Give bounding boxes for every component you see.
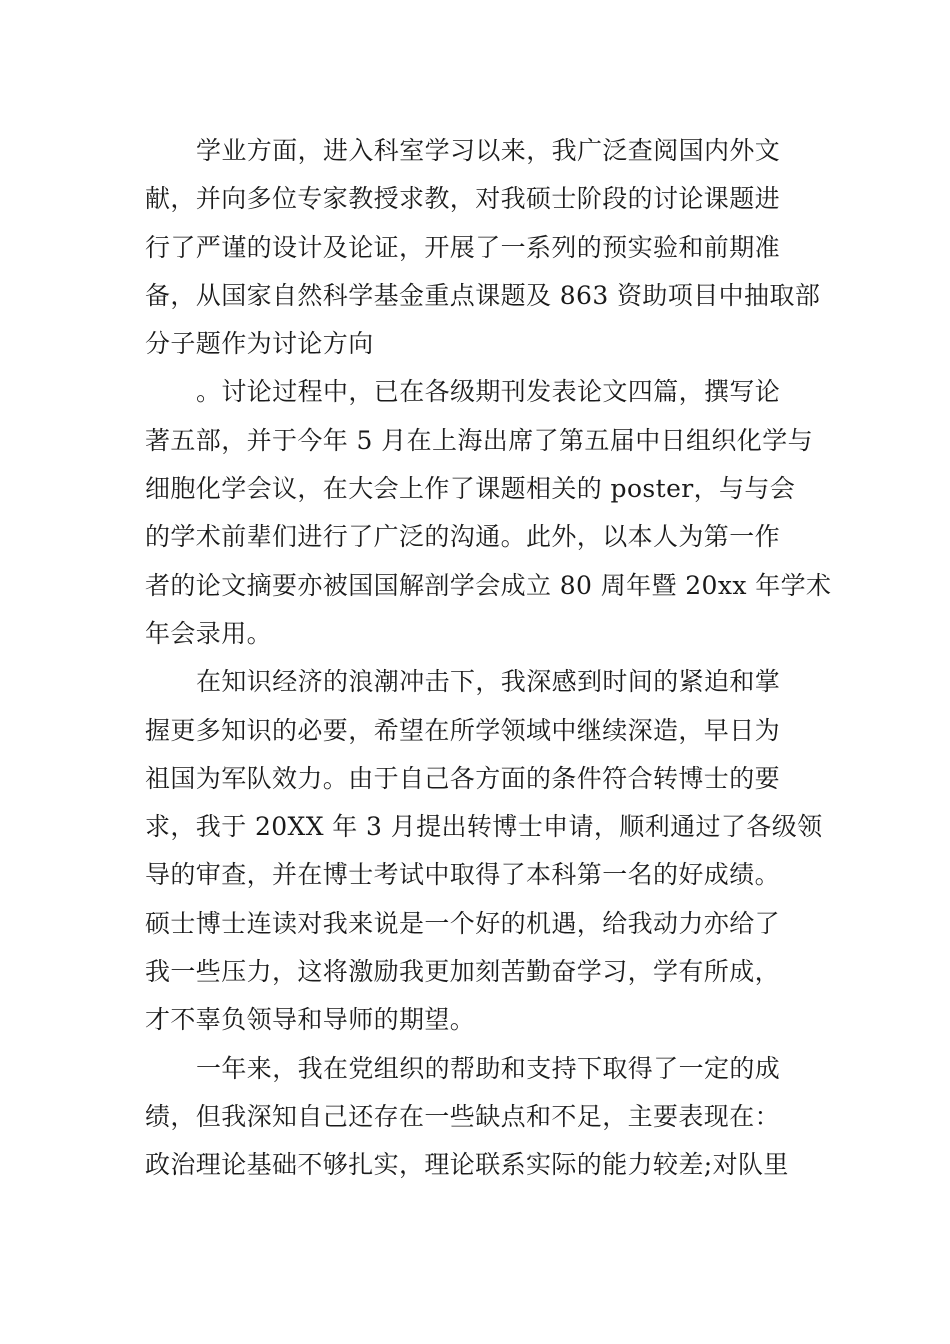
text-line: 献，并向多位专家教授求教，对我硕士阶段的讨论课题进 [145, 184, 781, 214]
paragraph-doctoral-transfer [145, 658, 823, 1044]
text-line: 在知识经济的浪潮冲击下，我深感到时间的紧迫和掌 [196, 667, 781, 697]
text-line: 者的论文摘要亦被国国解剖学会成立 80 周年暨 20xx 年学术 [145, 570, 832, 600]
text-line: 握更多知识的必要，希望在所学领域中继续深造，早日为 [145, 715, 781, 745]
text-line: 著五部，并于今年 5 月在上海出席了第五届中日组织化学与 [145, 425, 814, 455]
text-line: 。讨论过程中，已在各级期刊发表论文四篇，撰写论 [196, 377, 781, 407]
text-line: 分子题作为讨论方向 [145, 329, 374, 359]
text-line: 行了严谨的设计及论证，开展了一系列的预实验和前期准 [145, 232, 781, 262]
text-line: 学业方面，进入科室学习以来，我广泛查阅国内外文 [196, 136, 781, 165]
text-line: 绩，但我深知自己还存在一些缺点和不足，主要表现在： [145, 1101, 781, 1131]
text-line: 导的审查，并在博士考试中取得了本科第一名的好成绩。 [145, 860, 781, 890]
text-line: 政治理论基础不够扎实，理论联系实际的能力较差;对队里 [145, 1150, 789, 1180]
text-line: 才不辜负领导和导师的期望。 [145, 1005, 476, 1035]
paragraph-shortcomings [145, 1045, 815, 1190]
text-line: 一年来，我在党组织的帮助和支持下取得了一定的成 [196, 1053, 781, 1083]
text-line: 备，从国家自然科学基金重点课题及 863 资助项目中抽取部 [145, 280, 821, 310]
paragraph-publications [145, 368, 832, 658]
text-line: 求，我于 20XX 年 3 月提出转博士申请，顺利通过了各级领 [145, 812, 823, 842]
text-line: 细胞化学会议，在大会上作了课题相关的 poster，与与会 [145, 474, 796, 504]
text-line: 年会录用。 [145, 618, 273, 648]
paragraph-academic-progress [145, 127, 821, 368]
document-body [145, 127, 832, 1190]
text-line: 的学术前辈们进行了广泛的沟通。此外，以本人为第一作 [145, 522, 781, 552]
text-line: 祖国为军队效力。由于自己各方面的条件符合转博士的要 [145, 763, 781, 793]
text-line: 我一些压力，这将激励我更加刻苦勤奋学习，学有所成， [145, 957, 781, 987]
text-line: 硕士博士连读对我来说是一个好的机遇，给我动力亦给了 [145, 908, 781, 938]
